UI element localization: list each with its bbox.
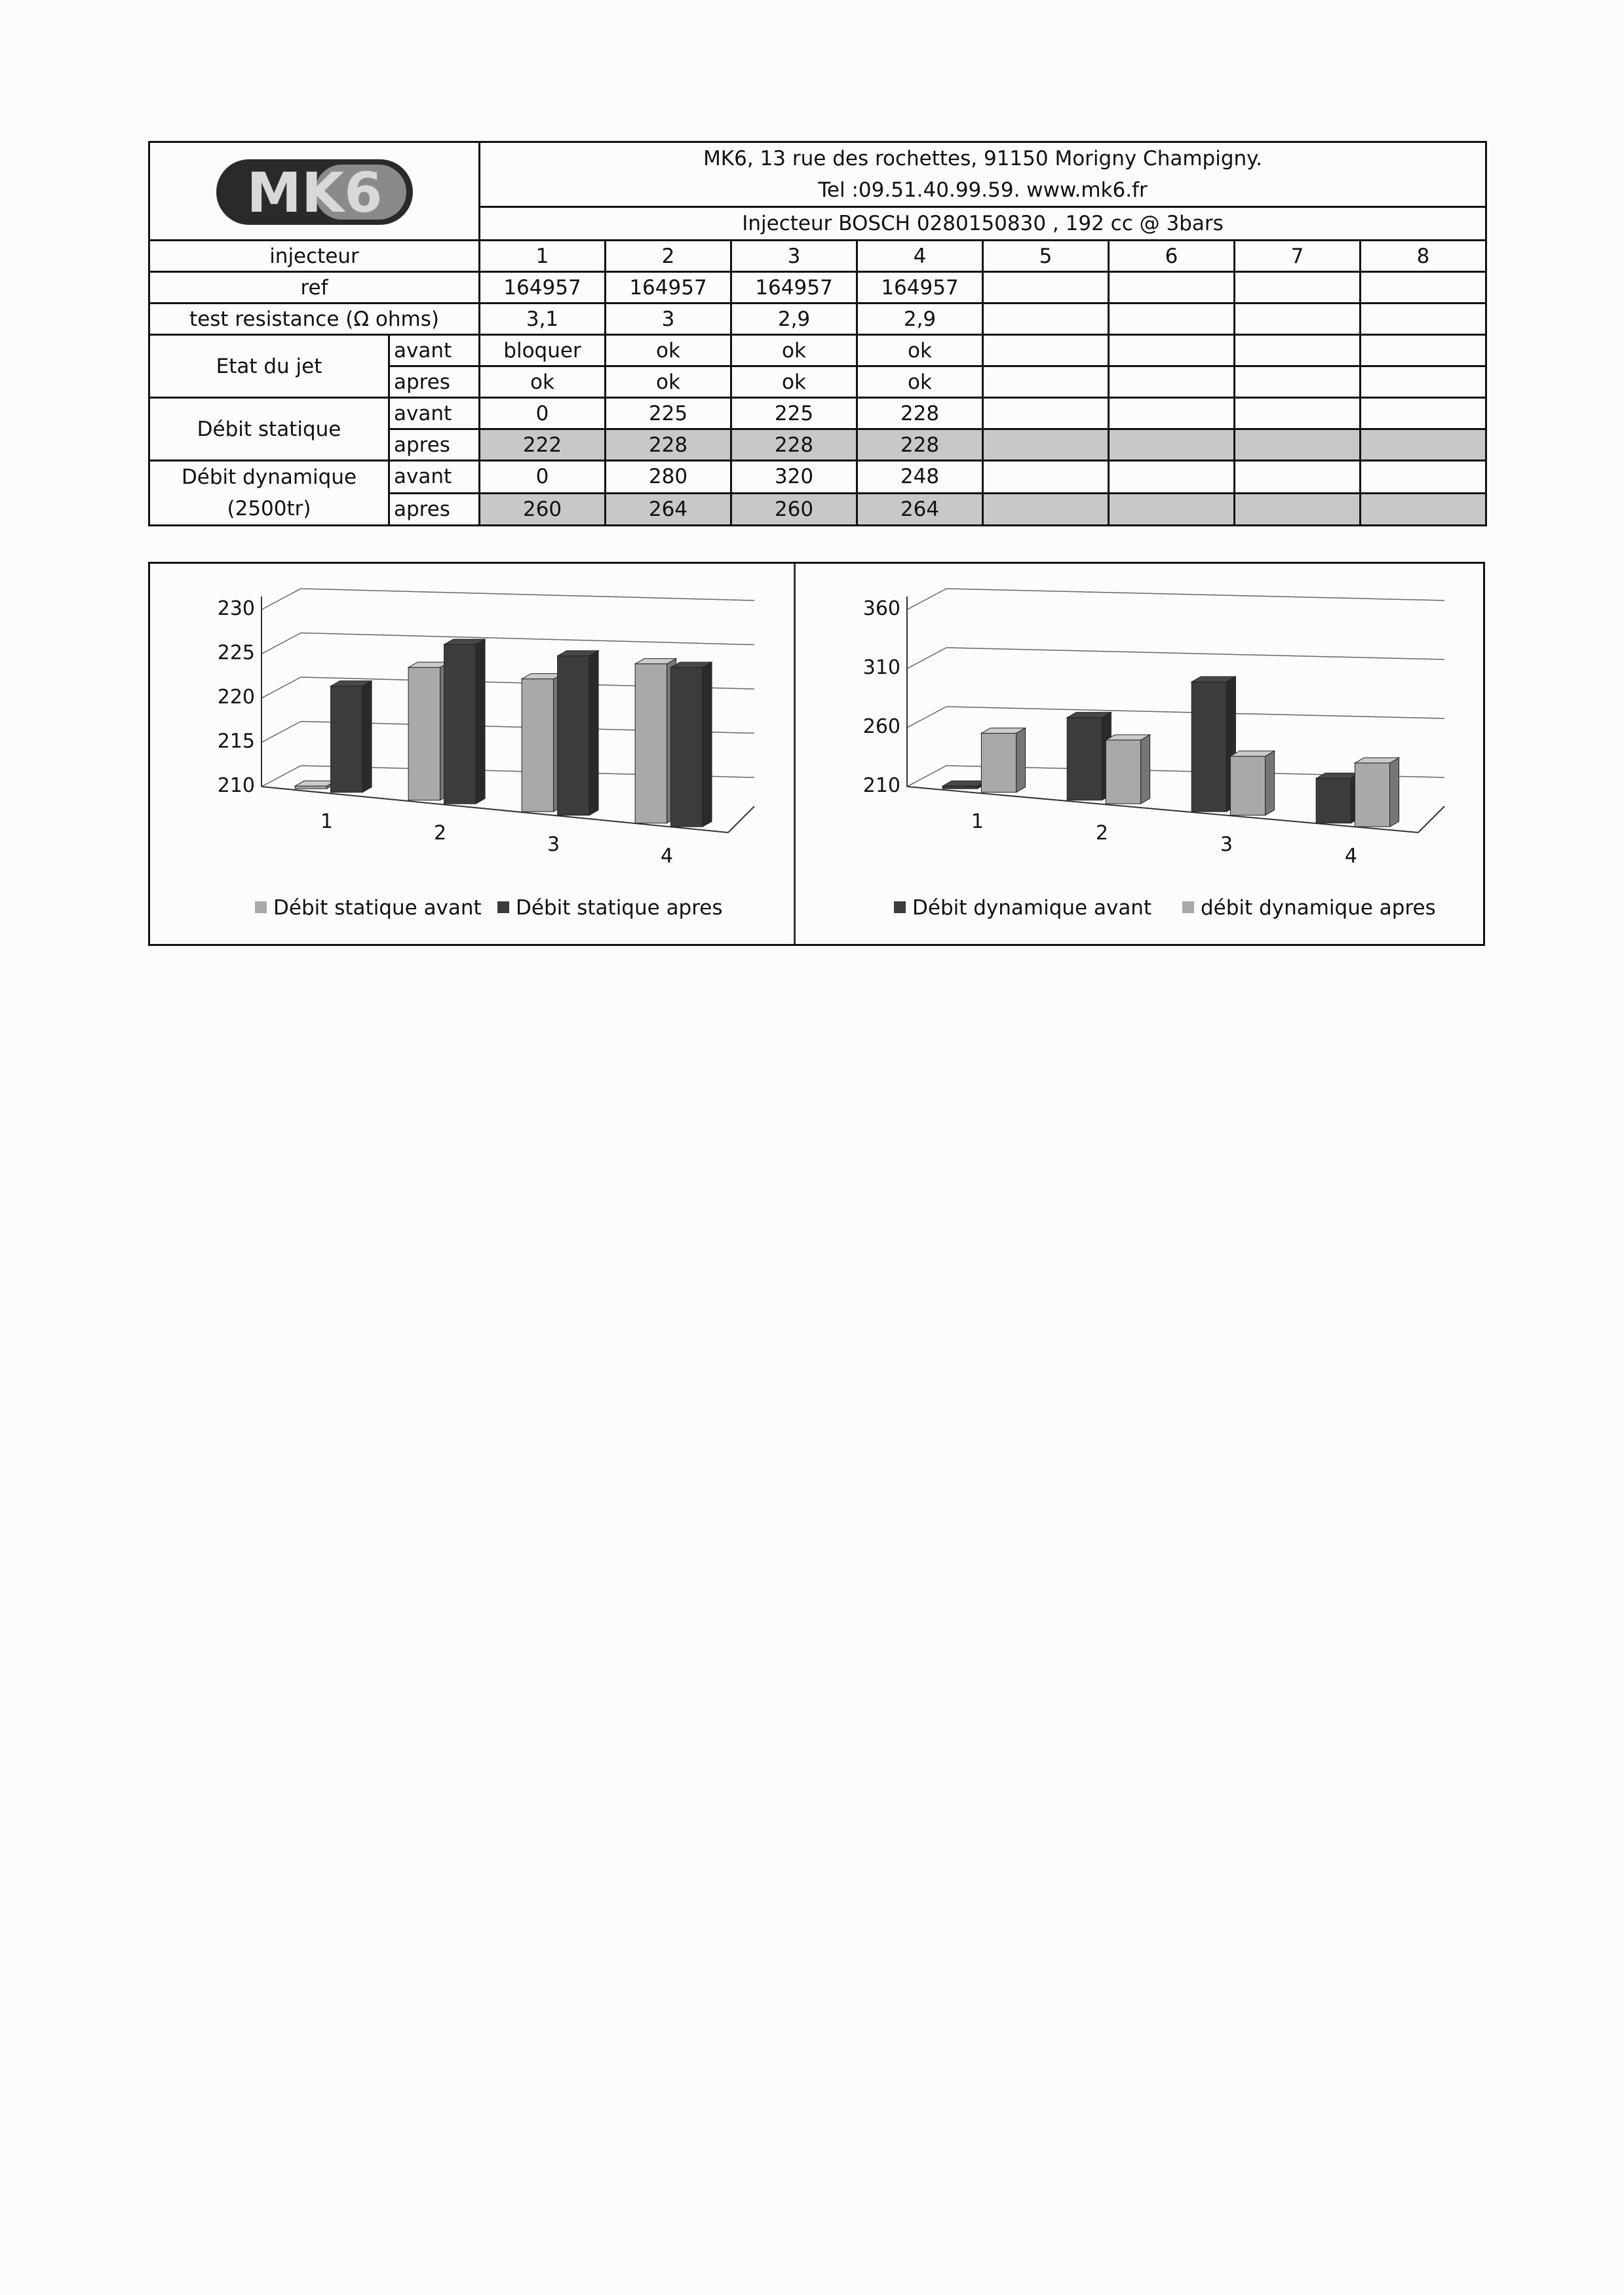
gridline-left — [261, 589, 301, 610]
gridline-left — [261, 677, 301, 698]
chart-debit-dynamique — [796, 564, 1484, 944]
bar-side — [362, 681, 372, 793]
dynamique-apres-cell — [1361, 493, 1486, 526]
etat-avant-cell: ok — [857, 335, 983, 366]
injector-number-cell: 1 — [480, 241, 606, 272]
y-tick-label: 260 — [862, 715, 900, 738]
statique-apres-cell: 228 — [857, 429, 983, 461]
legend-label: débit dynamique apres — [1201, 896, 1436, 920]
resistance-cell — [1109, 304, 1235, 335]
debit-dynamique-sub: (2500tr) — [227, 497, 311, 520]
logo-text: MK6 — [246, 160, 383, 225]
y-tick-label: 230 — [217, 597, 255, 620]
bar-side — [1016, 728, 1026, 793]
dynamique-apres-cell: 260 — [480, 493, 606, 526]
etat-avant-cell — [1235, 335, 1361, 366]
statique-apres-cell — [1235, 429, 1361, 461]
x-tick-label: 2 — [1095, 821, 1108, 845]
ref-cell — [1361, 272, 1486, 304]
dynamique-avant-cell: 320 — [731, 461, 857, 494]
dynamique-avant-cell: 248 — [857, 461, 983, 494]
gridline-left — [261, 722, 301, 743]
etat-apres-cell — [1235, 366, 1361, 398]
etat-apres-cell: ok — [731, 366, 857, 398]
x-tick-label: 3 — [1220, 833, 1233, 857]
gridline-left — [907, 589, 946, 610]
ref-cell: 164957 — [606, 272, 731, 304]
statique-avant-cell: 225 — [731, 398, 857, 429]
bar-side — [1141, 735, 1150, 804]
bar-front — [1316, 778, 1351, 823]
x-tick-label: 1 — [971, 810, 984, 834]
injector-number-cell: 5 — [983, 241, 1109, 272]
contact-text: Tel :09.51.40.99.59. www.mk6.fr — [818, 178, 1148, 202]
statique-apres-cell — [1109, 429, 1235, 461]
apres-label: apres — [389, 429, 480, 461]
legend-label: Débit statique apres — [516, 896, 723, 920]
dynamique-avant-cell: 0 — [480, 461, 606, 494]
ref-cell: 164957 — [731, 272, 857, 304]
bar-front — [671, 667, 703, 827]
etat-avant-cell: bloquer — [480, 335, 606, 366]
bar-front — [1067, 718, 1102, 800]
x-tick-label: 1 — [320, 810, 334, 834]
apres-label: apres — [389, 493, 480, 526]
x-axis-depth — [728, 806, 754, 833]
statique-apres-cell — [983, 429, 1109, 461]
legend-swatch — [1182, 901, 1194, 913]
bar-front — [981, 734, 1016, 793]
y-tick-label: 310 — [862, 656, 900, 679]
statique-avant-cell — [1235, 398, 1361, 429]
resistance-cell: 3,1 — [480, 304, 606, 335]
bar-front — [1230, 756, 1265, 815]
bar-front — [942, 786, 977, 789]
bar-front — [522, 679, 553, 812]
y-tick-label: 210 — [862, 774, 900, 797]
resistance-cell: 3 — [606, 304, 731, 335]
etat-avant-cell: ok — [731, 335, 857, 366]
x-tick-label: 2 — [434, 821, 447, 845]
bar-front — [408, 667, 440, 800]
resistance-cell: 2,9 — [731, 304, 857, 335]
etat-apres-cell: ok — [606, 366, 731, 398]
injector-report-table — [148, 141, 1487, 526]
y-tick-label: 215 — [217, 730, 255, 753]
dynamique-avant-cell — [1109, 461, 1235, 494]
bar-front — [444, 644, 476, 804]
ref-cell — [1109, 272, 1235, 304]
etat-apres-cell: ok — [857, 366, 983, 398]
dynamique-apres-cell — [1109, 493, 1235, 526]
x-tick-label: 4 — [1344, 844, 1357, 868]
address-text: MK6, 13 rue des rochettes, 91150 Morigny Champigny. — [703, 147, 1262, 170]
bar-front — [331, 686, 362, 793]
y-tick-label: 210 — [217, 774, 255, 797]
avant-label: avant — [389, 461, 480, 494]
apres-label: apres — [389, 366, 480, 398]
statique-apres-cell — [1361, 429, 1486, 461]
statique-apres-cell: 222 — [480, 429, 606, 461]
bar-front — [558, 656, 589, 815]
resistance-cell — [1235, 304, 1361, 335]
resistance-label: test resistance (Ω ohms) — [149, 304, 480, 335]
dynamique-apres-cell — [983, 493, 1109, 526]
etat-avant-cell — [1361, 335, 1486, 366]
debit-dynamique-label — [149, 461, 389, 526]
bar-front — [1355, 763, 1389, 827]
legend-swatch — [255, 901, 267, 913]
etat-apres-cell — [1361, 366, 1486, 398]
etat-label: Etat du jet — [149, 335, 389, 398]
gridline-left — [261, 766, 301, 787]
debit-statique-label: Débit statique — [149, 398, 389, 461]
statique-avant-cell — [1109, 398, 1235, 429]
injector-number-cell: 8 — [1361, 241, 1486, 272]
dynamique-avant-cell — [1235, 461, 1361, 494]
dynamique-apres-cell: 260 — [731, 493, 857, 526]
legend-label: Débit dynamique avant — [912, 896, 1152, 920]
injector-number-cell: 4 — [857, 241, 983, 272]
injecteur-label: injecteur — [149, 241, 480, 272]
gridline-left — [261, 633, 301, 654]
bar-front — [635, 664, 667, 823]
etat-avant-cell: ok — [606, 335, 731, 366]
dynamique-apres-cell — [1235, 493, 1361, 526]
chart-debit-statique — [150, 564, 794, 944]
statique-avant-cell — [1361, 398, 1486, 429]
statique-avant-cell: 228 — [857, 398, 983, 429]
gridline — [946, 589, 1444, 600]
avant-label: avant — [389, 335, 480, 366]
injector-number-cell: 7 — [1235, 241, 1361, 272]
etat-avant-cell — [983, 335, 1109, 366]
dynamique-apres-cell: 264 — [857, 493, 983, 526]
resistance-cell — [1361, 304, 1486, 335]
bar-side — [476, 639, 485, 804]
legend-swatch — [497, 901, 509, 913]
dynamique-avant-cell — [983, 461, 1109, 494]
bar-side — [1266, 751, 1275, 815]
logo-cell — [149, 142, 480, 241]
header-info — [480, 142, 1486, 207]
bar-side — [703, 662, 712, 827]
avant-label: avant — [389, 398, 480, 429]
injector-spec: Injecteur BOSCH 0280150830 , 192 cc @ 3bars — [480, 207, 1486, 241]
statique-apres-cell: 228 — [731, 429, 857, 461]
x-tick-label: 3 — [547, 833, 560, 857]
etat-apres-cell — [983, 366, 1109, 398]
gridline — [946, 648, 1444, 659]
x-axis-depth — [1418, 806, 1444, 833]
injector-number-cell: 6 — [1109, 241, 1235, 272]
bar-side — [1390, 758, 1399, 827]
gridline-left — [907, 707, 946, 728]
ref-label: ref — [149, 272, 480, 304]
resistance-cell: 2,9 — [857, 304, 983, 335]
debit-dynamique-title: Débit dynamique — [181, 465, 357, 489]
ref-cell: 164957 — [480, 272, 606, 304]
etat-apres-cell: ok — [480, 366, 606, 398]
legend-swatch — [894, 901, 906, 913]
legend-label: Débit statique avant — [273, 896, 482, 920]
gridline-left — [907, 766, 946, 787]
y-tick-label: 360 — [862, 597, 900, 620]
ref-cell — [983, 272, 1109, 304]
ref-cell — [1235, 272, 1361, 304]
dynamique-avant-cell: 280 — [606, 461, 731, 494]
bar-side — [589, 651, 598, 815]
injector-number-cell: 3 — [731, 241, 857, 272]
y-tick-label: 225 — [217, 641, 255, 665]
etat-apres-cell — [1109, 366, 1235, 398]
gridline-left — [907, 648, 946, 669]
bar-front — [1191, 682, 1226, 812]
statique-avant-cell: 225 — [606, 398, 731, 429]
bar-front — [1106, 740, 1140, 804]
gridline — [301, 589, 754, 600]
dynamique-avant-cell — [1361, 461, 1486, 494]
statique-avant-cell: 0 — [480, 398, 606, 429]
dynamique-apres-cell: 264 — [606, 493, 731, 526]
gridline — [301, 633, 754, 645]
statique-avant-cell — [983, 398, 1109, 429]
injector-number-cell: 2 — [606, 241, 731, 272]
x-tick-label: 4 — [661, 844, 674, 868]
bar-front — [295, 786, 326, 789]
etat-avant-cell — [1109, 335, 1235, 366]
y-tick-label: 220 — [217, 686, 255, 709]
resistance-cell — [983, 304, 1109, 335]
ref-cell: 164957 — [857, 272, 983, 304]
mk6-logo — [190, 146, 439, 231]
statique-apres-cell: 228 — [606, 429, 731, 461]
